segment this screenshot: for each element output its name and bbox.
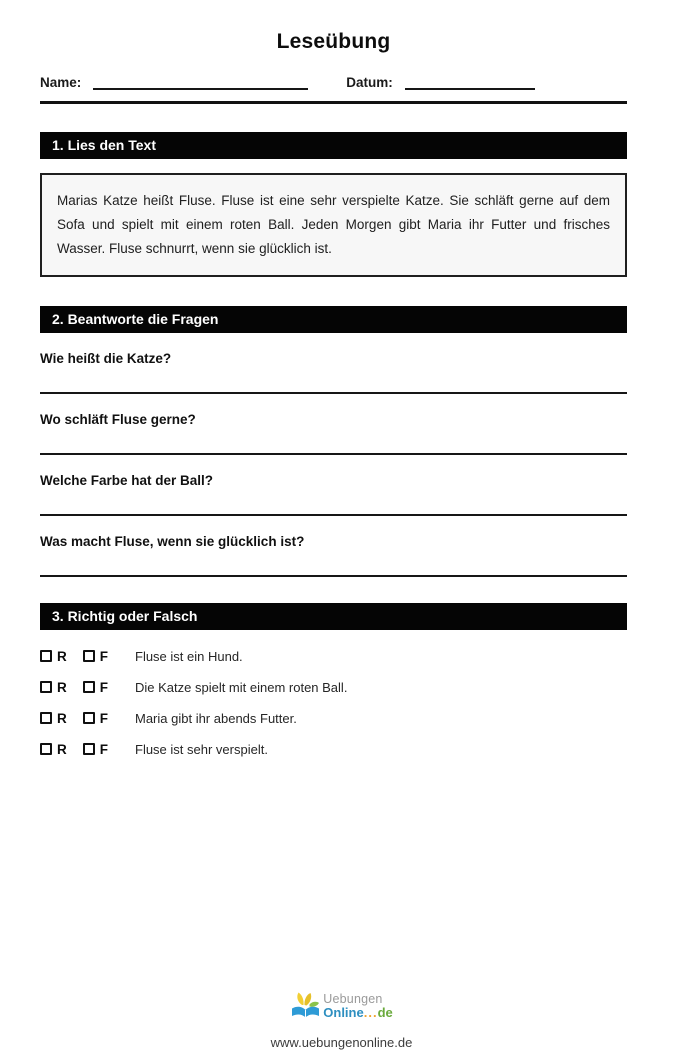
true-option bbox=[40, 680, 67, 695]
page-title: Leseübung bbox=[276, 30, 391, 53]
answer-line[interactable] bbox=[40, 453, 627, 455]
true-false-list bbox=[40, 646, 627, 759]
true-checkbox[interactable] bbox=[40, 712, 52, 724]
true-letter: R bbox=[57, 741, 67, 757]
question-text: Was macht Fluse, wenn sie glücklich ist? bbox=[40, 534, 305, 549]
false-letter: F bbox=[99, 741, 108, 757]
statement-text: Fluse ist sehr verspielt. bbox=[135, 741, 268, 757]
logo-word-de: de bbox=[377, 1005, 393, 1021]
false-letter: F bbox=[99, 710, 108, 726]
section-heading-true-false: 3. Richtig oder Falsch bbox=[40, 603, 627, 630]
false-checkbox[interactable] bbox=[83, 681, 95, 693]
uebungenonline-logo bbox=[290, 991, 392, 1021]
question-text: Wo schläft Fluse gerne? bbox=[40, 412, 196, 427]
true-option bbox=[40, 742, 67, 757]
question-block bbox=[40, 351, 627, 394]
true-letter: R bbox=[57, 710, 67, 726]
statement-text: Maria gibt ihr abends Futter. bbox=[135, 710, 297, 726]
true-letter: R bbox=[57, 648, 67, 664]
false-checkbox[interactable] bbox=[83, 650, 95, 662]
footer-url: www.uebungenonline.de bbox=[270, 1035, 413, 1050]
name-label: Name: bbox=[40, 75, 82, 90]
logo-text bbox=[323, 993, 392, 1020]
question-text: Welche Farbe hat der Ball? bbox=[40, 473, 214, 488]
false-option bbox=[83, 649, 108, 664]
false-option bbox=[83, 742, 108, 757]
section-heading-read-text: 1. Lies den Text bbox=[40, 132, 627, 159]
false-checkbox[interactable] bbox=[83, 743, 95, 755]
page-footer bbox=[0, 991, 683, 1050]
false-option bbox=[83, 680, 108, 695]
answer-line[interactable] bbox=[40, 392, 627, 394]
true-false-row bbox=[40, 677, 627, 697]
logo-word-online-de bbox=[323, 1006, 392, 1019]
date-label: Datum: bbox=[346, 75, 393, 90]
reading-text-box: Marias Katze heißt Fluse. Fluse ist eine sehr verspielte Katze. Sie schläft gerne auf dem Sofa und spielt mit einem roten Ball. Jeden Morgen gibt Maria ihr Futter und frisches Wasser. Fluse schnurrt, wenn sie glücklich ist. bbox=[40, 173, 627, 277]
date-input-line[interactable] bbox=[405, 74, 535, 90]
true-letter: R bbox=[57, 679, 67, 695]
false-checkbox[interactable] bbox=[83, 712, 95, 724]
true-checkbox[interactable] bbox=[40, 650, 52, 662]
question-block bbox=[40, 473, 627, 516]
name-date-row bbox=[40, 71, 627, 90]
name-input-line[interactable] bbox=[93, 74, 308, 90]
worksheet-page bbox=[0, 30, 683, 759]
true-false-row bbox=[40, 708, 627, 728]
true-checkbox[interactable] bbox=[40, 743, 52, 755]
statement-text: Fluse ist ein Hund. bbox=[135, 648, 243, 664]
false-letter: F bbox=[99, 648, 108, 664]
true-false-row bbox=[40, 739, 627, 759]
true-option bbox=[40, 649, 67, 664]
book-plant-icon bbox=[290, 991, 322, 1021]
header-divider bbox=[40, 101, 627, 104]
answer-line[interactable] bbox=[40, 514, 627, 516]
true-option bbox=[40, 711, 67, 726]
true-checkbox[interactable] bbox=[40, 681, 52, 693]
answer-line[interactable] bbox=[40, 575, 627, 577]
logo-word-uebungen: Uebungen bbox=[323, 991, 383, 1006]
question-block bbox=[40, 534, 627, 577]
true-false-row bbox=[40, 646, 627, 666]
false-option bbox=[83, 711, 108, 726]
statement-text: Die Katze spielt mit einem roten Ball. bbox=[135, 679, 348, 695]
false-letter: F bbox=[99, 679, 108, 695]
section-heading-questions: 2. Beantworte die Fragen bbox=[40, 306, 627, 333]
logo-word-online: Online bbox=[323, 1005, 364, 1021]
logo-dots: ... bbox=[363, 1005, 378, 1021]
question-block bbox=[40, 412, 627, 455]
question-text: Wie heißt die Katze? bbox=[40, 351, 172, 366]
